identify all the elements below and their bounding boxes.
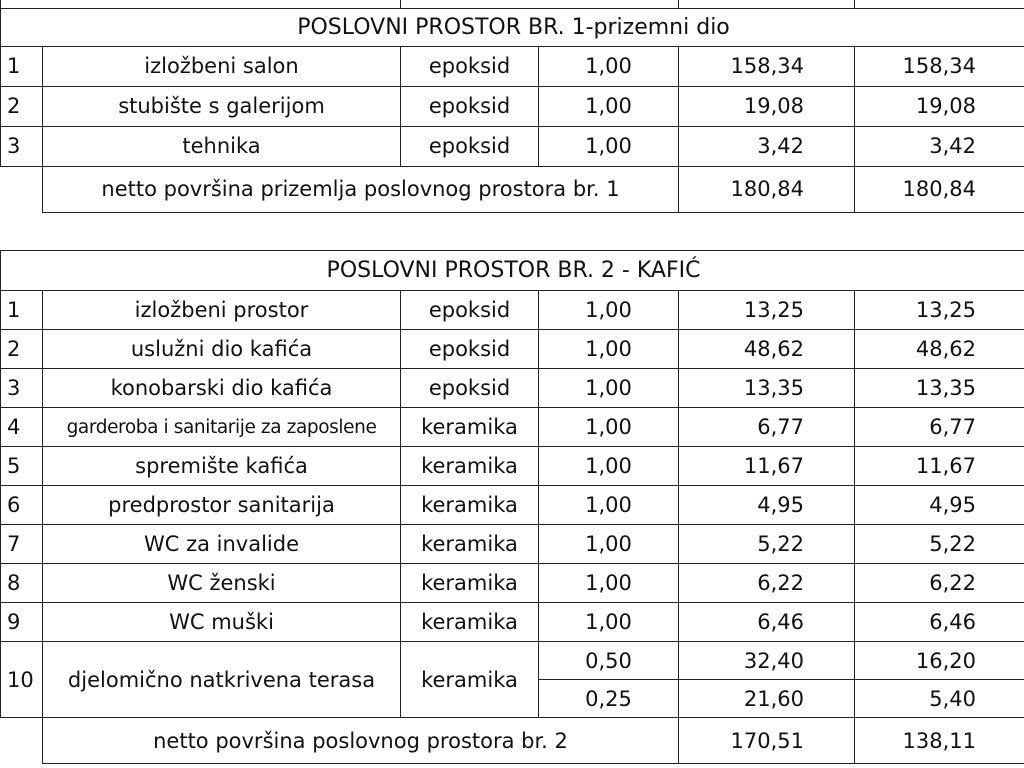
row-number: 2 bbox=[1, 330, 43, 369]
area: 4,95 bbox=[679, 486, 855, 525]
net-area: 11,67 bbox=[855, 447, 1024, 486]
area: 13,25 bbox=[679, 291, 855, 330]
section-title-row bbox=[1, 251, 1024, 291]
room-name: WC za invalide bbox=[43, 525, 401, 564]
row-number: 3 bbox=[1, 369, 43, 408]
net-area: 48,62 bbox=[855, 330, 1024, 369]
total-blank-cell bbox=[1, 166, 43, 212]
table-row bbox=[1, 126, 1024, 166]
total-label: netto površina prizemlja poslovnog prostora br. 1 bbox=[43, 166, 679, 212]
room-name: garderoba i sanitarije za zaposlene bbox=[43, 408, 401, 447]
net-area: 4,95 bbox=[855, 486, 1024, 525]
area: 13,35 bbox=[679, 369, 855, 408]
floor-material: keramika bbox=[401, 486, 539, 525]
net-area: 6,77 bbox=[855, 408, 1024, 447]
room-name: predprostor sanitarija bbox=[43, 486, 401, 525]
table-header-stub bbox=[1, 0, 1024, 8]
room-name: stubište s galerijom bbox=[43, 86, 401, 126]
coefficient: 1,00 bbox=[539, 330, 679, 369]
header-stub-cell bbox=[679, 0, 855, 8]
header-stub-cell bbox=[855, 0, 1024, 8]
net-area: 19,08 bbox=[855, 86, 1024, 126]
area: 11,67 bbox=[679, 447, 855, 486]
coefficient: 1,00 bbox=[539, 603, 679, 642]
room-name: konobarski dio kafića bbox=[43, 369, 401, 408]
floor-material: keramika bbox=[401, 603, 539, 642]
floor-material: epoksid bbox=[401, 369, 539, 408]
coefficient: 1,00 bbox=[539, 126, 679, 166]
net-area: 13,35 bbox=[855, 369, 1024, 408]
row-number: 3 bbox=[1, 126, 43, 166]
table-row bbox=[1, 291, 1024, 330]
net-area: 13,25 bbox=[855, 291, 1024, 330]
area: 6,77 bbox=[679, 408, 855, 447]
row-number: 9 bbox=[1, 603, 43, 642]
floor-material: epoksid bbox=[401, 330, 539, 369]
room-name: uslužni dio kafića bbox=[43, 330, 401, 369]
floor-material: keramika bbox=[401, 525, 539, 564]
floor-material: keramika bbox=[401, 564, 539, 603]
total-area: 170,51 bbox=[679, 718, 855, 764]
coefficient: 1,00 bbox=[539, 447, 679, 486]
floor-material: keramika bbox=[401, 642, 539, 718]
table-row bbox=[1, 642, 1024, 680]
row-number: 5 bbox=[1, 447, 43, 486]
floor-material: epoksid bbox=[401, 126, 539, 166]
section-title: POSLOVNI PROSTOR BR. 1-prizemni dio bbox=[1, 8, 1024, 46]
total-label: netto površina poslovnog prostora br. 2 bbox=[43, 718, 679, 764]
table-row bbox=[1, 603, 1024, 642]
coefficient: 1,00 bbox=[539, 408, 679, 447]
net-area: 3,42 bbox=[855, 126, 1024, 166]
area: 48,62 bbox=[679, 330, 855, 369]
row-number: 1 bbox=[1, 46, 43, 86]
room-name: izložbeni salon bbox=[43, 46, 401, 86]
floor-material: epoksid bbox=[401, 86, 539, 126]
section-title-row bbox=[1, 8, 1024, 46]
room-name: WC muški bbox=[43, 603, 401, 642]
table-row bbox=[1, 46, 1024, 86]
row-number: 2 bbox=[1, 86, 43, 126]
coefficient: 1,00 bbox=[539, 486, 679, 525]
room-name: WC ženski bbox=[43, 564, 401, 603]
room-name: djelomično natkrivena terasa bbox=[43, 642, 401, 718]
row-number: 4 bbox=[1, 408, 43, 447]
row-number: 10 bbox=[1, 642, 43, 718]
area: 21,60 bbox=[679, 680, 855, 718]
total-row bbox=[1, 718, 1024, 764]
room-name: spremište kafića bbox=[43, 447, 401, 486]
row-number: 6 bbox=[1, 486, 43, 525]
floor-material: epoksid bbox=[401, 46, 539, 86]
room-name: tehnika bbox=[43, 126, 401, 166]
floor-material: epoksid bbox=[401, 291, 539, 330]
floor-material: keramika bbox=[401, 408, 539, 447]
coefficient: 1,00 bbox=[539, 46, 679, 86]
area: 6,22 bbox=[679, 564, 855, 603]
table-poslovni-prostor-2 bbox=[0, 250, 1024, 764]
row-number: 7 bbox=[1, 525, 43, 564]
area: 5,22 bbox=[679, 525, 855, 564]
area: 6,46 bbox=[679, 603, 855, 642]
table-row bbox=[1, 86, 1024, 126]
net-area: 6,22 bbox=[855, 564, 1024, 603]
table-poslovni-prostor-1 bbox=[0, 0, 1024, 213]
total-area: 180,84 bbox=[679, 166, 855, 212]
area: 19,08 bbox=[679, 86, 855, 126]
area: 3,42 bbox=[679, 126, 855, 166]
room-name: izložbeni prostor bbox=[43, 291, 401, 330]
net-area: 158,34 bbox=[855, 46, 1024, 86]
table-row bbox=[1, 369, 1024, 408]
area: 158,34 bbox=[679, 46, 855, 86]
coefficient: 0,25 bbox=[539, 680, 679, 718]
row-number: 8 bbox=[1, 564, 43, 603]
coefficient: 1,00 bbox=[539, 564, 679, 603]
total-blank-cell bbox=[1, 718, 43, 764]
coefficient: 1,00 bbox=[539, 86, 679, 126]
table-row bbox=[1, 408, 1024, 447]
section-title: POSLOVNI PROSTOR BR. 2 - KAFIĆ bbox=[1, 251, 1024, 291]
header-stub-cell bbox=[401, 0, 679, 8]
coefficient: 1,00 bbox=[539, 291, 679, 330]
table-row bbox=[1, 447, 1024, 486]
table-row bbox=[1, 525, 1024, 564]
net-area: 16,20 bbox=[855, 642, 1024, 680]
header-stub-cell bbox=[1, 0, 401, 8]
coefficient: 0,50 bbox=[539, 642, 679, 680]
net-area: 5,40 bbox=[855, 680, 1024, 718]
net-area: 5,22 bbox=[855, 525, 1024, 564]
total-net-area: 138,11 bbox=[855, 718, 1024, 764]
floor-material: keramika bbox=[401, 447, 539, 486]
table-row bbox=[1, 564, 1024, 603]
area: 32,40 bbox=[679, 642, 855, 680]
total-net-area: 180,84 bbox=[855, 166, 1024, 212]
table-row bbox=[1, 330, 1024, 369]
row-number: 1 bbox=[1, 291, 43, 330]
coefficient: 1,00 bbox=[539, 369, 679, 408]
coefficient: 1,00 bbox=[539, 525, 679, 564]
table-row bbox=[1, 486, 1024, 525]
total-row bbox=[1, 166, 1024, 212]
net-area: 6,46 bbox=[855, 603, 1024, 642]
